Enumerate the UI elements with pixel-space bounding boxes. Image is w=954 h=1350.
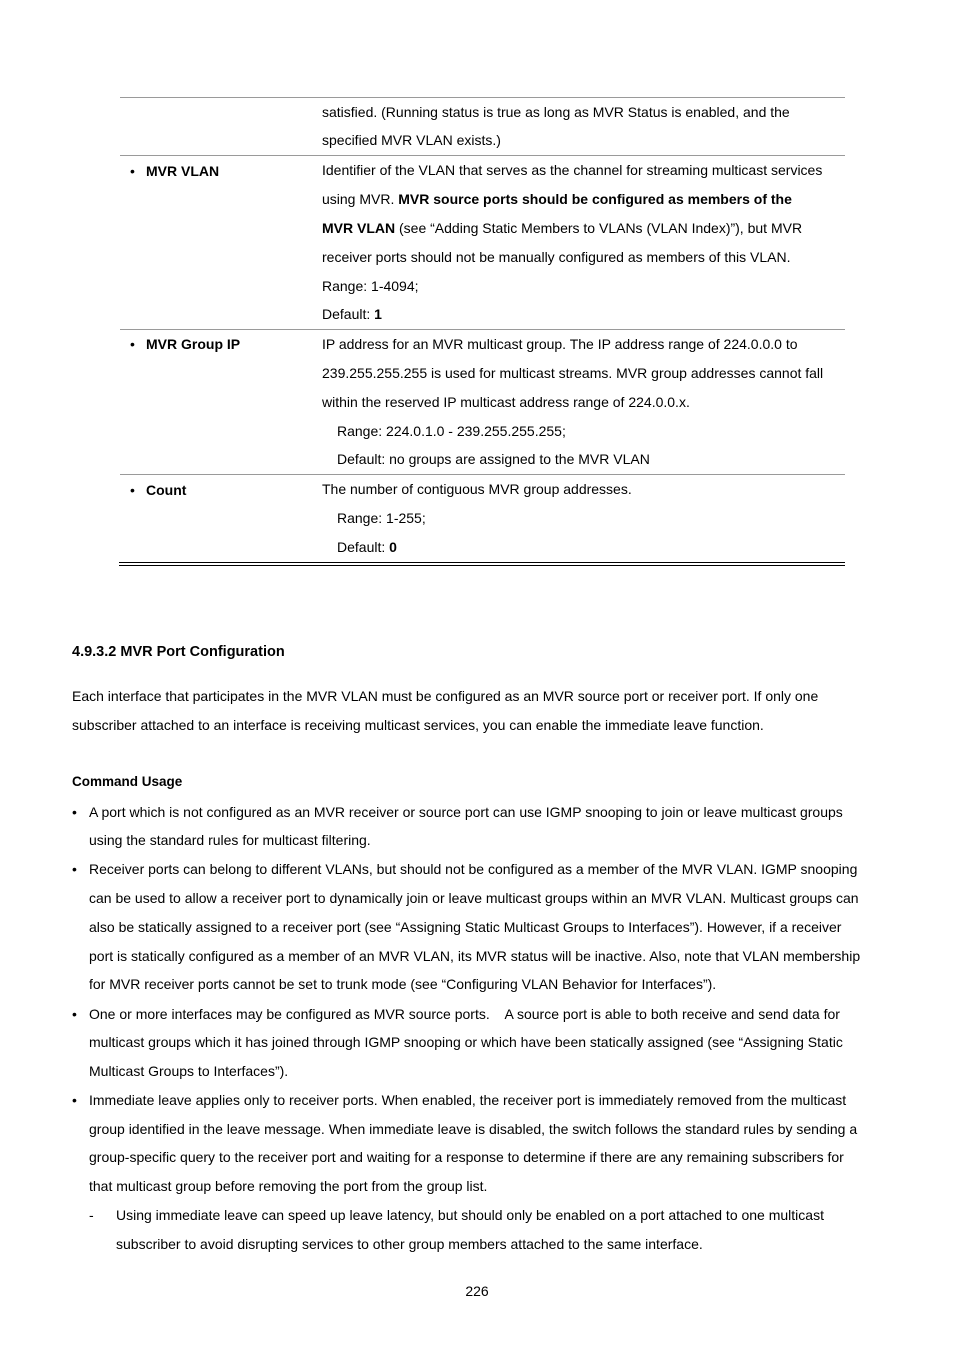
bold-text-run: 1 bbox=[374, 306, 382, 322]
table-row-rule bbox=[120, 474, 845, 475]
bullet-text-line: that multicast group before removing the port from the group list. bbox=[89, 1178, 488, 1194]
table-cell-text: IP address for an MVR multicast group. The IP address range of 224.0.0.0 to bbox=[322, 336, 798, 352]
bold-text-run: MVR VLAN bbox=[322, 220, 396, 236]
table-top-rule bbox=[120, 97, 845, 98]
bullet-text-line: group identified in the leave message. When immediate leave is disabled, the switch follows the standard rules by sending a bbox=[89, 1121, 858, 1137]
bold-text-run: MVR source ports should be configured as members of the bbox=[398, 191, 792, 207]
table-row-rule bbox=[120, 329, 845, 330]
dash-item-line: subscriber to avoid disrupting services to other group members attached to the same interface. bbox=[116, 1236, 703, 1252]
text-run: (see “Adding Static Members to VLANs (VLAN Index)”), but MVR bbox=[395, 220, 803, 236]
table-row-label: • MVR VLAN bbox=[146, 163, 219, 179]
bullet-text-line: Immediate leave applies only to receiver ports. When enabled, the receiver port is immediately removed from the multicast bbox=[89, 1092, 847, 1108]
table-cell-text bbox=[337, 539, 397, 555]
bullet-text-line: group-specific query to the receiver port and waiting for a response to determine if there are any remaining subscribers for bbox=[89, 1149, 844, 1165]
table-cell-text: Default: no groups are assigned to the MVR VLAN bbox=[337, 451, 650, 467]
paragraph-line: subscriber attached to an interface is receiving multicast services, you can enable the immediate leave function. bbox=[72, 717, 764, 733]
bullet-text-line: using the standard rules for multicast filtering. bbox=[89, 832, 371, 848]
page-number: 226 bbox=[465, 1283, 489, 1299]
table-cell-text: Range: 224.0.1.0 - 239.255.255.255; bbox=[337, 423, 566, 439]
table-row-label: • Count bbox=[146, 482, 186, 498]
bullet-text-line: One or more interfaces may be configured as MVR source ports. A source port is able to both receive and send data for bbox=[89, 1006, 840, 1022]
table-bottom-rule bbox=[119, 562, 845, 563]
table-row-rule bbox=[120, 155, 845, 156]
bullet-text-line: for MVR receiver ports cannot be set to trunk mode (see “Configuring VLAN Behavior for Interfaces”). bbox=[89, 976, 717, 992]
bold-text-run: 0 bbox=[389, 539, 397, 555]
table-cell-text: specified MVR VLAN exists.) bbox=[322, 132, 501, 148]
table-cell-text: The number of contiguous MVR group addresses. bbox=[322, 481, 632, 497]
table-cell-text: within the reserved IP multicast address range of 224.0.0.x. bbox=[322, 394, 690, 410]
table-cell-text: satisfied. (Running status is true as long as MVR Status is enabled, and the bbox=[322, 104, 790, 120]
bullet-text-line: can be used to allow a receiver port to dynamically join or leave multicast groups within an MVR VLAN. Multicast groups can bbox=[89, 890, 859, 906]
bullet-text-line: A port which is not configured as an MVR receiver or source port can use IGMP snooping to join or leave multicast groups bbox=[89, 804, 843, 820]
table-bottom-rule bbox=[119, 565, 845, 566]
section-heading: 4.9.3.2 MVR Port Configuration bbox=[72, 644, 285, 660]
command-usage-heading: Command Usage bbox=[72, 774, 183, 789]
paragraph-line: Each interface that participates in the MVR VLAN must be configured as an MVR source port or receiver port. If only one bbox=[72, 688, 819, 704]
bullet-text-line: Multicast Groups to Interfaces”). bbox=[89, 1063, 289, 1079]
dash-item-line: Using immediate leave can speed up leave latency, but should only be enabled on a port attached to one multicast bbox=[116, 1207, 824, 1223]
table-cell-text bbox=[322, 220, 802, 236]
text-run: using MVR. bbox=[322, 191, 399, 207]
bullet-text-line: port is statically configured as a member of an MVR VLAN, its MVR status will be inactive. Also, note that VLAN membership bbox=[89, 948, 861, 964]
bullet-text-line: also be statically assigned to a receiver port (see “Assigning Static Multicast Groups to Interfaces”). However, if a receiver bbox=[89, 919, 842, 935]
bullet-text-line: Receiver ports can belong to different VLANs, but should not be configured as a member of the MVR VLAN. IGMP snooping bbox=[89, 861, 858, 877]
text-run: Default: bbox=[322, 306, 375, 322]
table-cell-text bbox=[322, 306, 382, 322]
table-cell-text: Range: 1-255; bbox=[337, 510, 426, 526]
table-cell-text bbox=[322, 191, 792, 207]
text-run: Default: bbox=[337, 539, 390, 555]
dash-marker: - bbox=[89, 1207, 94, 1223]
bullet-text-line: multicast groups which it has joined through IGMP snooping or which have been statically assigned (see “Assigning Static bbox=[89, 1034, 843, 1050]
table-row-label: • MVR Group IP bbox=[146, 336, 240, 352]
table-cell-text: Identifier of the VLAN that serves as the channel for streaming multicast services bbox=[322, 162, 823, 178]
table-cell-text: receiver ports should not be manually configured as members of this VLAN. bbox=[322, 249, 791, 265]
table-cell-text: 239.255.255.255 is used for multicast streams. MVR group addresses cannot fall bbox=[322, 365, 824, 381]
table-cell-text: Range: 1-4094; bbox=[322, 278, 419, 294]
